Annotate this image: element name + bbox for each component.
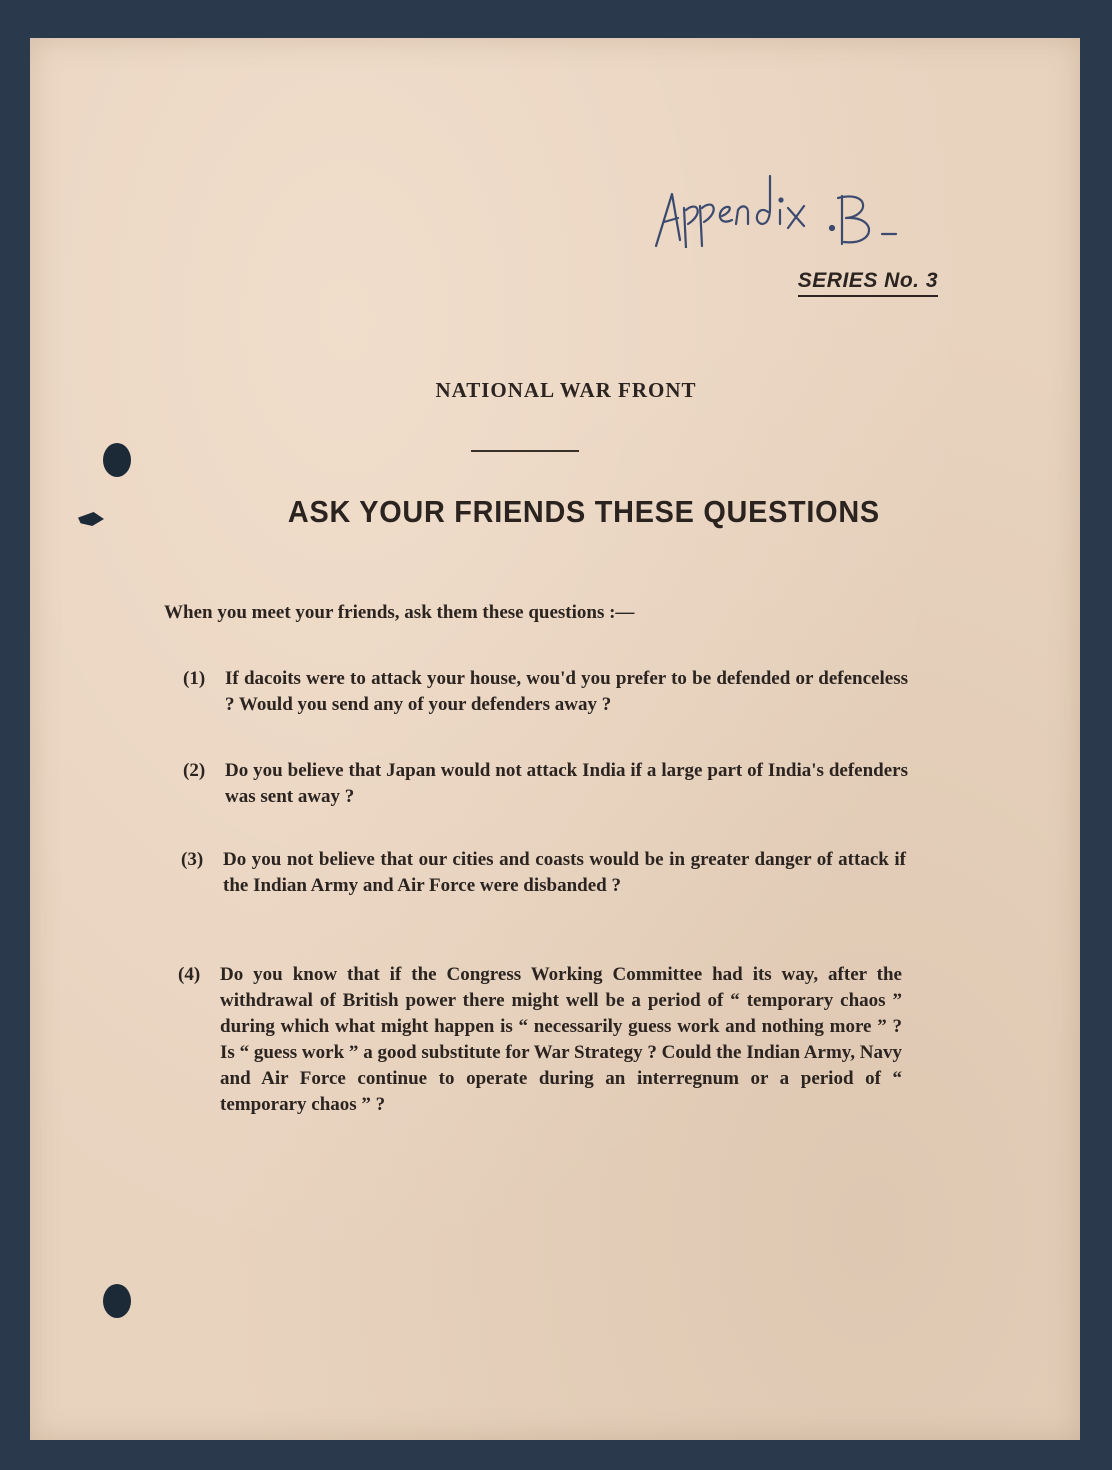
question-text: Do you not believe that our cities and coasts would be in greater danger of attack if the Indian Army and Air Force were disbanded ? xyxy=(223,849,906,896)
handwritten-appendix-note xyxy=(620,148,920,248)
punch-hole-bottom xyxy=(103,1284,131,1318)
punch-hole-top xyxy=(103,443,131,477)
question-item xyxy=(183,758,908,810)
page-headline: ASK YOUR FRIENDS THESE QUESTIONS xyxy=(287,494,880,529)
question-number: (4) xyxy=(178,964,201,985)
question-text: Do you know that if the Congress Working Committee had its way, after the withdrawal of British power there might well be a period of “ temporary chaos ” during which what might happen is “ necessarily guess work and nothing more ” ? Is “ guess work ” a good substitute for War Strategy ? Could the Indian Army, Navy and Air Force continue to operate during an interregnum or a period of “ temporary chaos ” ? xyxy=(220,964,902,1115)
document-page xyxy=(30,38,1080,1440)
organization-title: NATIONAL WAR FRONT xyxy=(435,378,697,402)
question-item xyxy=(181,847,906,899)
question-text: If dacoits were to attack your house, wou'd you prefer to be defended or defenceless ? Would you send any of your defenders away ? xyxy=(225,668,908,715)
series-label: SERIES No. 3 xyxy=(798,269,938,297)
question-number: (1) xyxy=(183,668,206,689)
question-text: Do you believe that Japan would not attack India if a large part of India's defenders was sent away ? xyxy=(225,760,908,807)
question-item xyxy=(178,962,902,1118)
question-number: (3) xyxy=(181,849,204,870)
question-item xyxy=(183,666,908,718)
question-number: (2) xyxy=(183,760,206,781)
divider-rule xyxy=(471,450,579,452)
intro-text: When you meet your friends, ask them these questions :— xyxy=(164,602,635,623)
